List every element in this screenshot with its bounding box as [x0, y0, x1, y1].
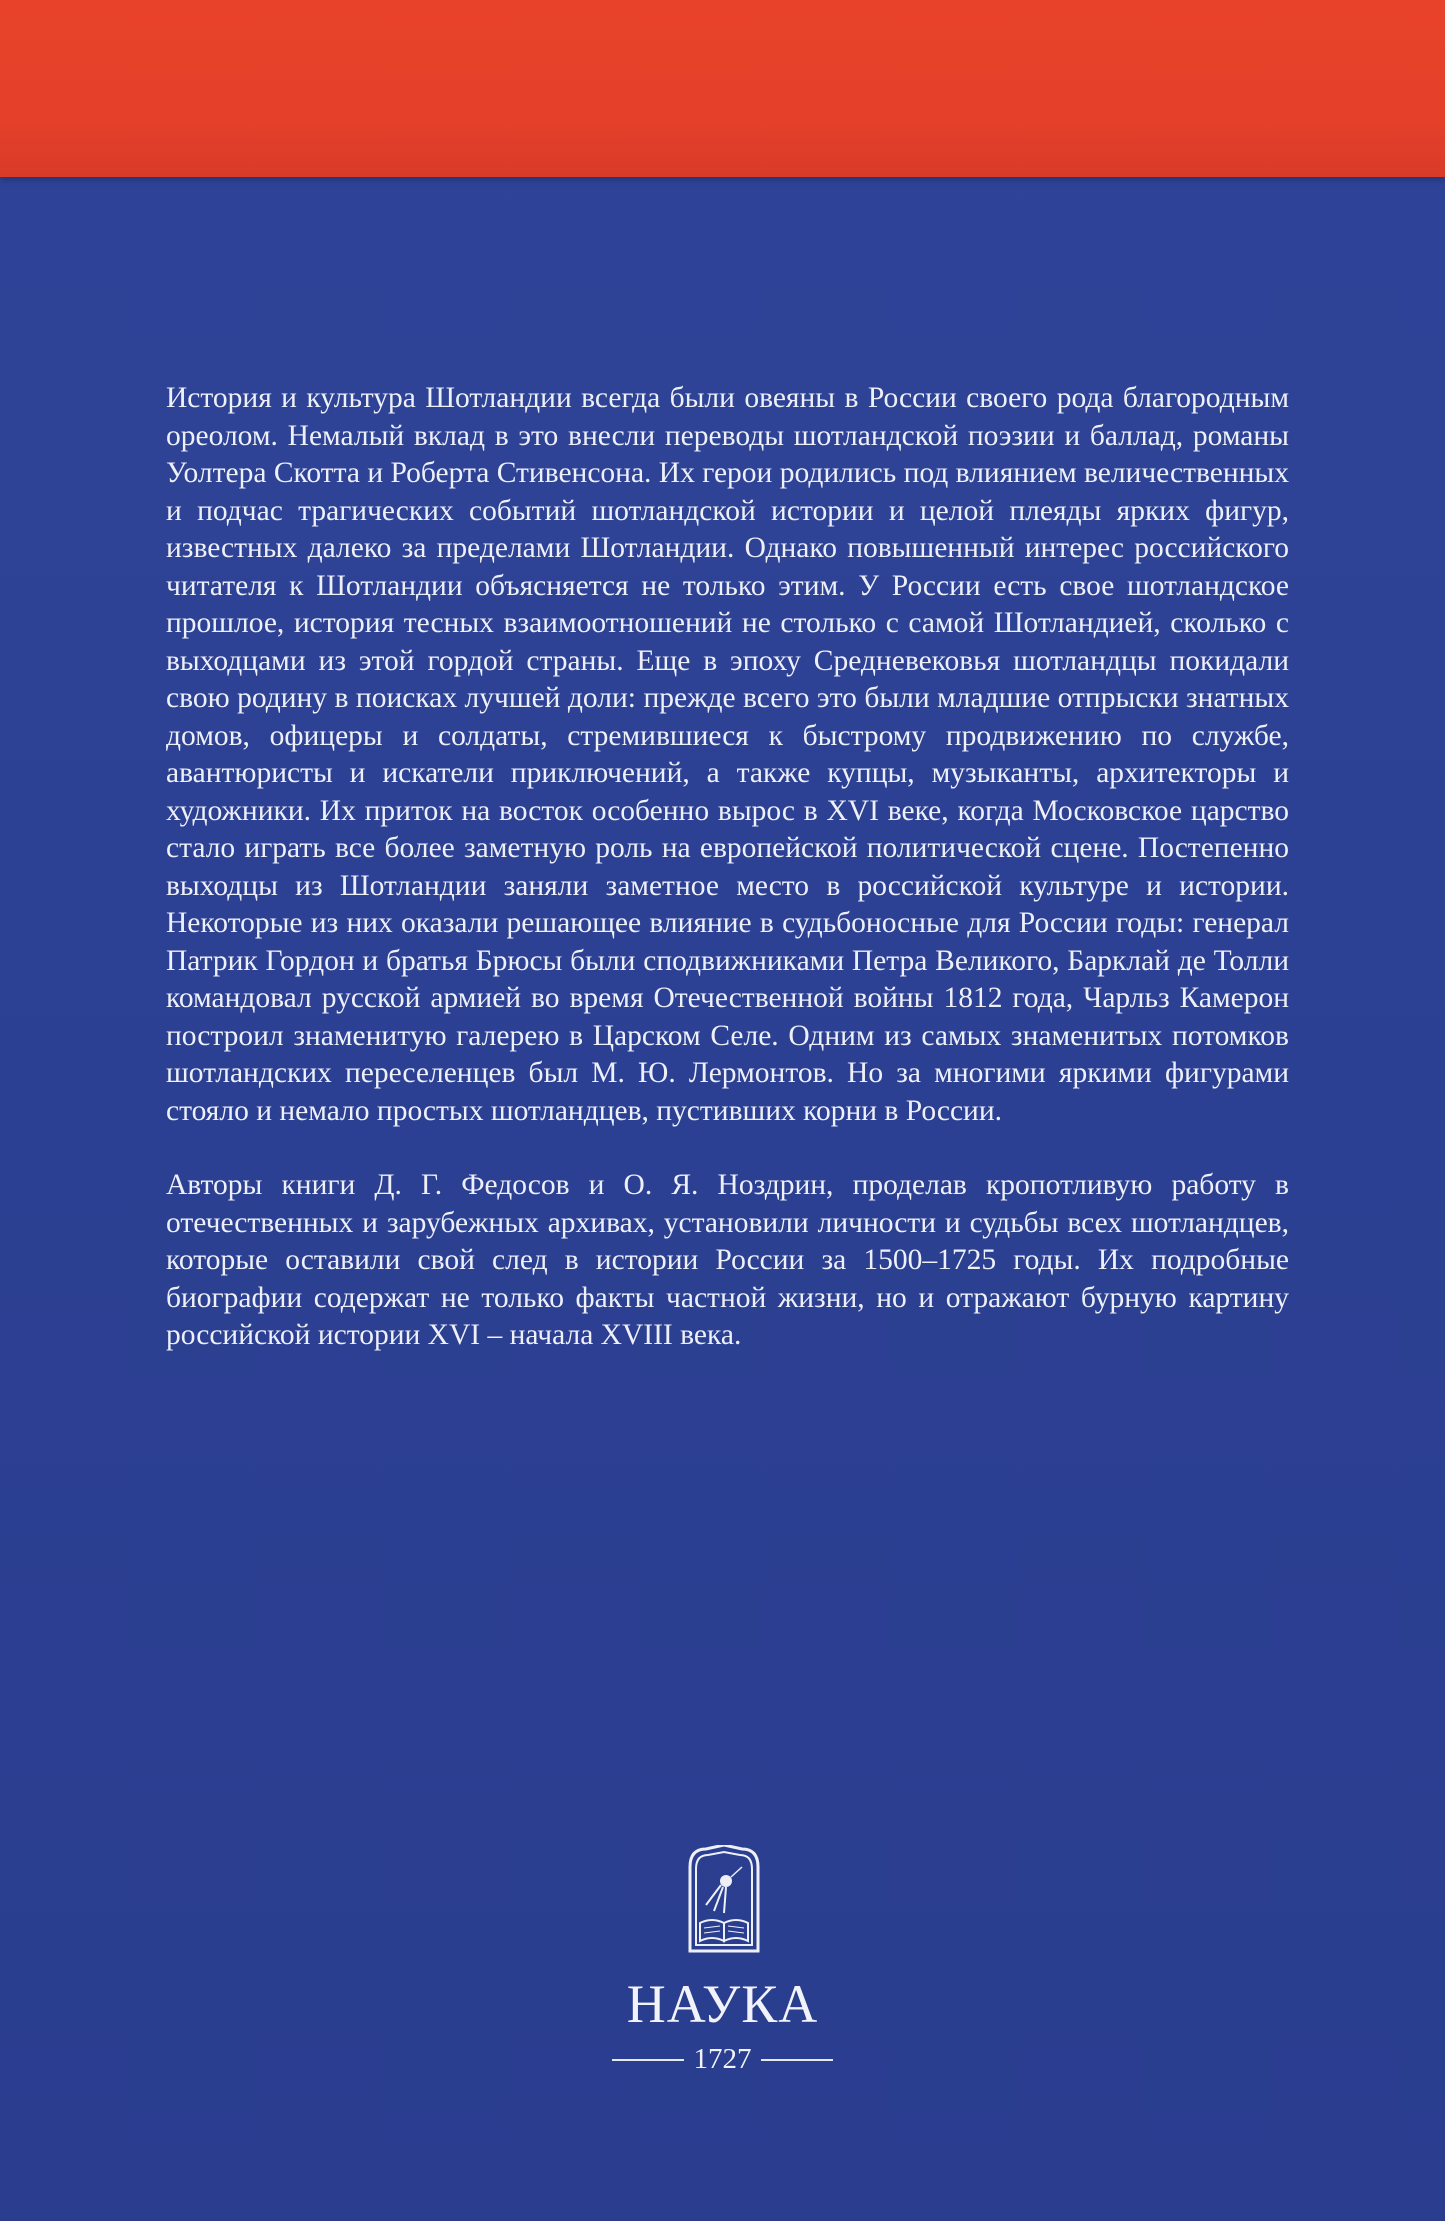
publisher-founding-year: 1727 — [693, 2043, 752, 2075]
publisher-name: НАУКА — [626, 1974, 819, 2034]
annotation-paragraph-1: История и культура Шотландии всегда были овеяны в России своего рода благородным ореолом. Немалый вклад в это внесли переводы шотландской поэзии и баллад, романы Уолтера Скотта и Роберта Стивенсона. Их герои родились под влиянием величественных и подчас трагических событий шотландской истории и целой плеяды ярких фигур, известных далеко за пределами Шотландии. Однако повышенный интерес российского читателя к Шотландии объясняется не только этим. У России есть свое шотландское прошлое, история тесных взаимоотношений не столько с самой Шотландией, сколько с выходцами из этой гордой страны. Еще в эпоху Средневековья шотландцы покидали свою родину в поисках лучшей доли: прежде всего это были младшие отпрыски знатных домов, офицеры и солдаты, стремившиеся к быстрому продвижению по службе, авантюристы и искатели приключений, а также купцы, музыканты, архитекторы и художники. Их приток на восток особенно вырос в XVI веке, когда Московское царство стало играть все более заметную роль на европейской политической сцене. Постепенно выходцы из Шотландии заняли заметное место в российской культуре и истории. Некоторые из них оказали решающее влияние в судьбоносные для России годы: генерал Патрик Гордон и братья Брюсы были сподвижниками Петра Великого, Барклай де Толли командовал русской армией во время Отечественной войны 1812 года, Чарльз Камерон построил знаменитую галерею в Царском Селе. Одним из самых знаменитых потомков шотландских переселенцев был М. Ю. Лермонтов. Но за многими яркими фигурами стояло и немало простых шотландцев, пустивших корни в России. — [166, 382, 1289, 1127]
top-color-band — [0, 0, 1445, 177]
sputnik-book-emblem-icon — [686, 1845, 762, 1953]
annotation-paragraph-2: Авторы книги Д. Г. Федосов и О. Я. Ноздрин, проделав кропотливую работу в отечественных и зарубежных архивах, установили личности и судьбы всех шотландцев, которые оставили свой след в истории России за 1500–1725 годы. Их подробные биографии содержат не только факты частной жизни, но и отражают бурную картину российской истории XVI – начала XVIII века. — [166, 1169, 1289, 1351]
annotation-text — [166, 380, 1289, 1355]
year-rule-right — [761, 2059, 833, 2061]
